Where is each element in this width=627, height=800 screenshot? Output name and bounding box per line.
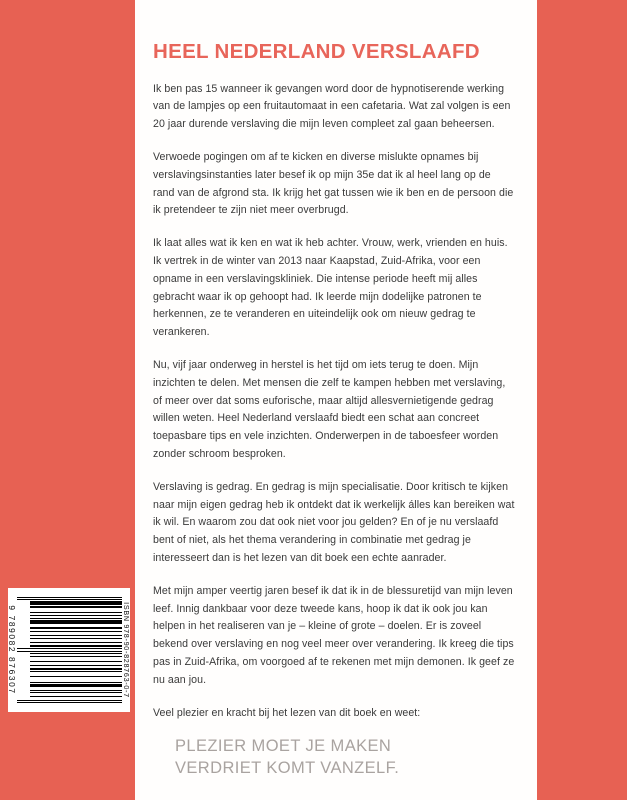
blurb-paragraph: Ik laat alles wat ik ken en wat ik heb achter. Vrouw, werk, vrienden en huis. Ik vertrek in de winter van 2013 naar Kaapstad, Zuid-Afrika, voor een opname in een verslavingskliniek. Die intense periode heeft mij alles gebracht waar ik op gehoopt had. Ik leerde mijn dodelijke patronen te herkennen, ze te veranderen en uiteindelijk ook om nieuw gedrag te verankeren.	[153, 237, 508, 339]
blurb-title: HEEL NEDERLAND VERSLAAFD	[153, 40, 480, 63]
closing-line: Veel plezier en kracht bij het lezen van dit boek en weet:	[153, 706, 421, 719]
barcode-bars	[17, 588, 121, 712]
blurb-paragraph: Verslaving is gedrag. En gedrag is mijn specialisatie. Door kritisch te kijken naar mijn eigen gedrag heb ik ontdekt dat ik werkelijk álles kan bereiken wat ik wil. En waarom zou dat ook niet voor jou gelden? En of je nu verslaafd bent of niet, als het thema verandering in combinatie met gedrag je interesseert dan is het lezen van dit boek een echte aanrader.	[153, 480, 515, 564]
blurb-paragraph: Nu, vijf jaar onderweg in herstel is het tijd om iets terug te doen. Mijn inzichten te delen. Met mensen die zelf te kampen hebben met verslaving, of meer over dat soms euforische, maar altijd allesvernietigende gedrag willen weten. Heel Nederland verslaafd biedt een schat aan concreet toepasbare tips en vele inzichten. Onderwerpen in de taboesfeer worden zonder schroom besproken.	[153, 358, 506, 460]
barcode-rotated-group	[8, 588, 130, 712]
isbn-text: ISBN 978-90-828763-0-7	[122, 602, 131, 698]
blurb-paragraph: Met mijn amper veertig jaren besef ik dat ik in de blessuretijd van mijn leven leef. Innig dankbaar voor deze tweede kans, hoop ik dat ik ook jou kan helpen in het realiseren van je – kleine of grote – doelen. Er is zoveel bekend over verslaving en nog veel meer over verandering. Ik kreeg die tips pas in Zuid-Afrika, om voorgoed af te rekenen met mijn demonen. Ik geef ze nu aan jou.	[153, 584, 515, 686]
tagline-line-1: PLEZIER MOET JE MAKEN	[175, 737, 392, 756]
tagline-line-2: VERDRIET KOMT VANZELF.	[175, 759, 400, 778]
blurb-container	[153, 40, 515, 780]
blurb-paragraph: Verwoede pogingen om af te kicken en diverse mislukte opnames bij verslavingsinstanties later besef ik op mijn 35e dat ik al heel lang op de rand van de afgrond sta. Ik krijg het gat tussen wie ik ben en de persoon die ik pretendeer te zijn niet meer overbrugd.	[153, 150, 514, 217]
blurb-paragraph: Ik ben pas 15 wanneer ik gevangen word door de hypnotiserende werking van de lampjes op een fruitautomaat in een cafetaria. Wat zal volgen is een 20 jaar durende verslaving die mijn leven compleet zal gaan beheersen.	[153, 82, 511, 131]
content-panel	[135, 0, 537, 800]
tagline	[175, 736, 515, 780]
barcode-block	[8, 588, 130, 712]
barcode-bar	[17, 702, 121, 703]
barcode-digits: 9 789082 876307	[7, 605, 18, 695]
